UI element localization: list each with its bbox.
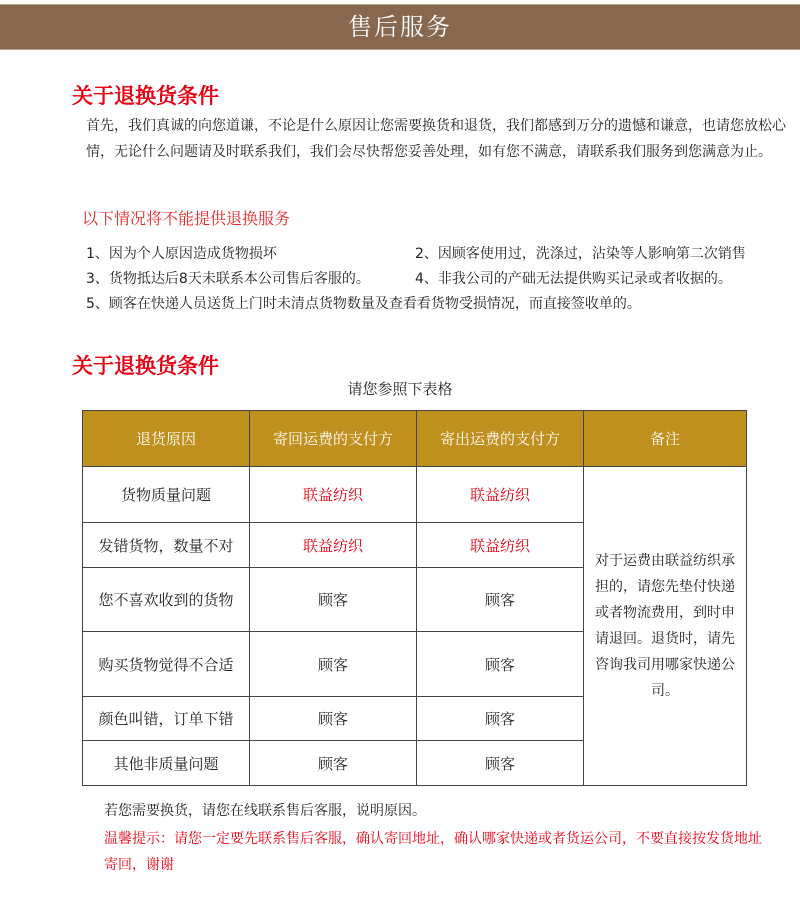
reason-cell: 颜色叫错，订单下错: [83, 697, 250, 741]
reason-cell: 货物质量问题: [83, 467, 250, 523]
send-payer-cell: 联益纺织: [417, 523, 584, 568]
return-payer-cell: 联益纺织: [250, 523, 417, 568]
table-row: [83, 467, 747, 523]
column-header: 退货原因: [83, 411, 250, 467]
send-payer-cell: 联益纺织: [417, 467, 584, 523]
exclusion-item: 2、因顾客使用过，洗涤过，沾染等人影响第二次销售: [415, 246, 746, 262]
exclusion-item: 5、顾客在快递人员送货上门时未清点货物数量及查看看货物受损情况，而直接签收单的。: [86, 296, 641, 312]
table-caption: 请您参照下表格: [347, 380, 453, 398]
reason-cell: 购买货物觉得不合适: [83, 632, 250, 697]
exclusions-title: 以下情况将不能提供退换服务: [82, 209, 291, 228]
column-header: 备注: [584, 411, 747, 467]
return-payer-cell: 顾客: [250, 697, 417, 741]
exchange-instruction: 若您需要换货，请您在线联系售后客服，说明原因。: [104, 803, 426, 819]
reason-cell: 您不喜欢收到的货物: [83, 568, 250, 632]
return-payer-cell: 顾客: [250, 741, 417, 786]
reason-cell: 发错货物，数量不对: [83, 523, 250, 568]
note-cell: 对于运费由联益纺织承担的，请您先垫付快递或者物流费用，到时申请退回。退货时，请先咨询我司用哪家快递公司。: [584, 467, 747, 786]
exclusion-item: 3、货物抵达后8天未联系本公司售后客服的。: [86, 271, 370, 287]
column-header: 寄回运费的支付方: [250, 411, 417, 467]
section-title: 关于退换货条件: [72, 354, 219, 378]
section-title: 关于退换货条件: [72, 84, 219, 108]
send-payer-cell: 顾客: [417, 741, 584, 786]
send-payer-cell: 顾客: [417, 568, 584, 632]
send-payer-cell: 顾客: [417, 632, 584, 697]
table-header-row: [83, 411, 747, 467]
return-payer-cell: 顾客: [250, 568, 417, 632]
column-header: 寄出运费的支付方: [417, 411, 584, 467]
return-policy-table: [82, 410, 747, 786]
send-payer-cell: 顾客: [417, 697, 584, 741]
reason-cell: 其他非质量问题: [83, 741, 250, 786]
banner-title: 售后服务: [0, 4, 800, 50]
return-payer-cell: 联益纺织: [250, 467, 417, 523]
exclusion-item: 1、因为个人原因造成货物损坏: [86, 246, 277, 262]
exclusion-item: 4、非我公司的产础无法提供购买记录或者收据的。: [415, 271, 732, 287]
return-payer-cell: 顾客: [250, 632, 417, 697]
intro-paragraph: 首先，我们真诚的向您道谦，不论是什么原因让您需要换货和退货，我们都感到万分的遗憾和谦意，也请您放松心情，无论什么问题请及时联系我们，我们会尽快帮您妥善处理，如有您不满意，请联系我们服务到您满意为止。: [86, 118, 786, 160]
warning-tip: 温馨提示：请您一定要先联系售后客服，确认寄回地址，确认哪家快递或者货运公司，不要直接按发货地址寄回，谢谢: [104, 831, 762, 873]
